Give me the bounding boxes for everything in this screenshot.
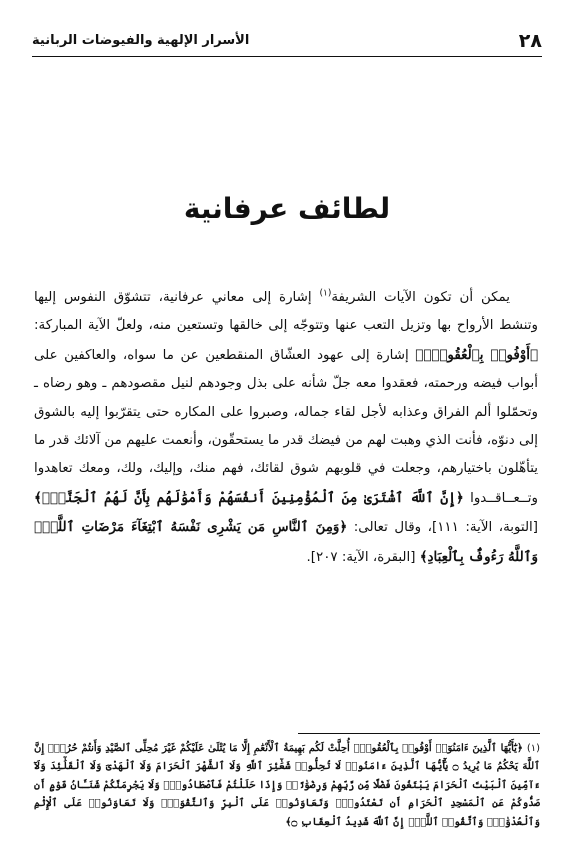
body-text-run: يمكن أن تكون الآيات الشريفة xyxy=(331,290,510,305)
quran-verse: ﴿وَمِنَ ٱلنَّاسِ مَن يَشْرِى نَفْسَهُ ٱبْتِغَآءَ مَرْضَاتِ ٱللَّهِۗ وَٱللَّهُ رَءُوفٌۢ بِٱلْعِبَادِ﴾ xyxy=(34,519,538,565)
page-number: ٢٨ xyxy=(518,30,542,52)
body-text-run: إشارة إلى عهود العشّاق المنقطعين عن ما سواه، والعاكفين على أبواب فيضه ورحمته، فعقدوا معه جلّ شأنه على بذل وجودهم لنيل مقصودهم ـ وهو رضاه ـ وتحمّلوا ألم الفراق وعذابه لأجل لقاء جماله، وصبروا على المكاره حتى يتقرّبوا إليه بالشوق إلى دنوّه، فأنت الذي وهبت لهم من فيضك قدر ما يستحقّون، وأنعمت عليهم من آلائك قدر ما يتأهّلون باختيارهم، وجعلت في قلوبهم شوق لقائك، فهم منك، وإليك، ولك، ومعك تعاهدوا وتــعــاقــدوا xyxy=(34,347,538,506)
quran-verse: ﴿إِنَّ ٱللَّهَ ٱشْتَرَىٰ مِنَ ٱلْمُؤْمِنِينَ أَنفُسَهُمْ وَأَمْوَٰلَهُم بِأَنَّ لَهُمُ ٱلْجَنَّةَۚ﴾ xyxy=(34,489,464,506)
verse-citation: [البقرة، الآية: ٢٠٧]. xyxy=(306,549,420,565)
body-text-run: إشارة إلى معاني عرفانية، تتشوّق النفوس إليها وتنشط الأرواح بها وتزيل التعب عنها وتتوجّه إلى خالقها وتستعين منه، ولعلّ الآية المباركة: xyxy=(34,290,538,334)
page-header xyxy=(32,30,542,57)
footnote-divider xyxy=(298,733,540,734)
chapter-title: لطائف عرفانية xyxy=(183,192,391,225)
body-paragraph xyxy=(34,284,538,572)
verse-citation: [التوبة، الآية: ١١١]، وقال تعالى: xyxy=(347,520,538,536)
quran-verse: ﴿أَوْفُوا۟ بِٱلْعُقُودِۚ﴾ xyxy=(415,346,539,363)
footnote-text: ﴿يَٰٓأَيُّهَا ٱلَّذِينَ ءَامَنُوٓا۟ أَوْفُوا۟ بِٱلْعُقُودِۚ أُحِلَّتْ لَكُم بَهِيمَةُ ٱلْأَنْعَٰمِ إِلَّا مَا يُتْلَىٰ عَلَيْكُمْ غَيْرَ مُحِلِّى ٱلصَّيْدِ وَأَنتُمْ حُرُمٌۗ إِنَّ ٱللَّهَ يَحْكُمُ مَا يُرِيدُ ۝ يَٰٓأَيُّهَا ٱلَّذِينَ ءَامَنُوا۟ لَا تُحِلُّوا۟ شَعَٰٓئِرَ ٱللَّهِ وَلَا ٱلشَّهْرَ ٱلْحَرَامَ وَلَا ٱلْهَدْىَ وَلَا ٱلْقَلَٰٓئِدَ وَلَآ ءَآمِّينَ ٱلْبَيْتَ ٱلْحَرَامَ يَبْتَغُونَ فَضْلًا مِّن رَّبِّهِمْ وَرِضْوَٰنًاۚ وَإِذَا حَلَلْتُمْ فَٱصْطَادُوا۟ۚ وَلَا يَجْرِمَنَّكُمْ شَنَـَٔانُ قَوْمٍ أَن صَدُّوكُمْ عَنِ ٱلْمَسْجِدِ ٱلْحَرَامِ أَن تَعْتَدُوا۟ۘ وَتَعَاوَنُوا۟ عَلَى ٱلْبِرِّ وَٱلتَّقْوَىٰۖ وَلَا تَعَاوَنُوا۟ عَلَى ٱلْإِثْمِ وَٱلْعُدْوَٰنِۚ وَٱتَّقُوا۟ ٱللَّهَۖ إِنَّ ٱللَّهَ شَدِيدُ ٱلْعِقَابِ ۝﴾ xyxy=(34,743,541,828)
footnote-marker: (١) xyxy=(526,743,540,754)
footnote xyxy=(34,740,540,832)
footnote-reference[interactable]: (١) xyxy=(319,288,332,299)
body-text xyxy=(34,284,538,572)
running-title: الأسرار الإلهية والفيوضات الربانية xyxy=(32,33,250,48)
